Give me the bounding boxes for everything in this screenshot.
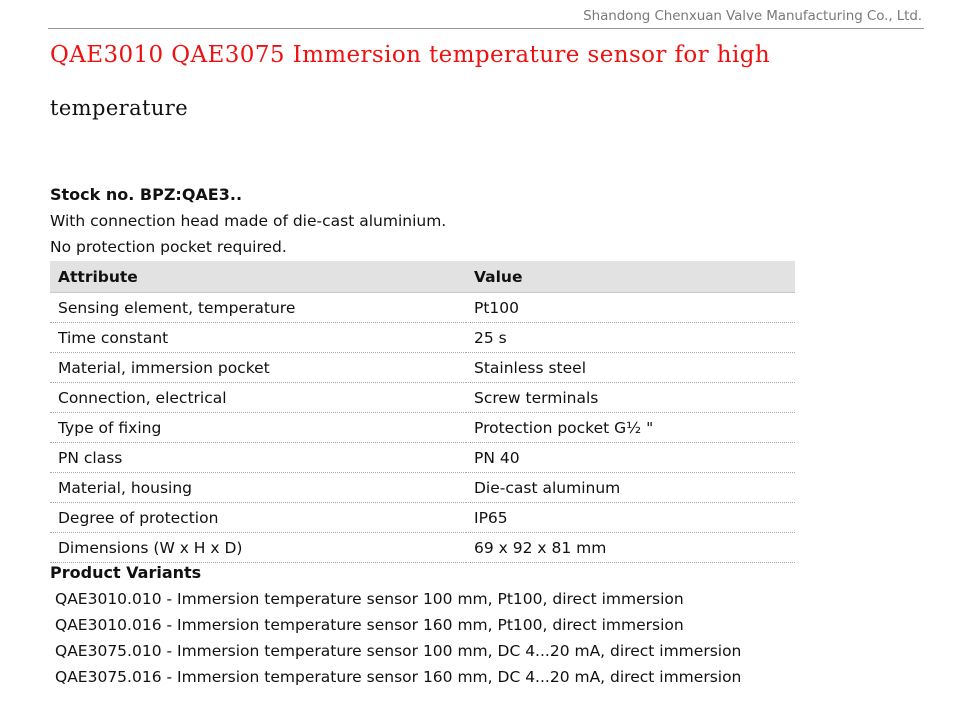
column-header-value: Value bbox=[466, 261, 795, 293]
attribute-cell: Degree of protection bbox=[50, 503, 466, 533]
attribute-cell: Type of fixing bbox=[50, 413, 466, 443]
value-cell: PN 40 bbox=[466, 443, 795, 473]
table-row bbox=[50, 383, 795, 413]
specifications-table bbox=[50, 261, 795, 563]
table-row bbox=[50, 533, 795, 563]
value-cell: Screw terminals bbox=[466, 383, 795, 413]
value-cell: Die-cast aluminum bbox=[466, 473, 795, 503]
attribute-cell: Material, immersion pocket bbox=[50, 353, 466, 383]
column-header-attribute: Attribute bbox=[50, 261, 466, 293]
header-divider bbox=[48, 28, 924, 29]
attribute-cell: Time constant bbox=[50, 323, 466, 353]
attribute-cell: Sensing element, temperature bbox=[50, 293, 466, 323]
page-subtitle: temperature bbox=[50, 96, 189, 120]
intro-text-connection-head: With connection head made of die-cast aluminium. bbox=[50, 212, 447, 230]
variant-item: QAE3075.010 - Immersion temperature sensor 100 mm, DC 4...20 mA, direct immersion bbox=[55, 642, 742, 660]
table-row bbox=[50, 293, 795, 323]
attribute-cell: Connection, electrical bbox=[50, 383, 466, 413]
value-cell: 69 x 92 x 81 mm bbox=[466, 533, 795, 563]
attribute-cell: PN class bbox=[50, 443, 466, 473]
page-title: QAE3010 QAE3075 Immersion temperature sensor for high bbox=[50, 42, 771, 68]
table-row bbox=[50, 443, 795, 473]
value-cell: Protection pocket G½ " bbox=[466, 413, 795, 443]
table-row bbox=[50, 353, 795, 383]
value-cell: IP65 bbox=[466, 503, 795, 533]
variant-item: QAE3075.016 - Immersion temperature sensor 160 mm, DC 4...20 mA, direct immersion bbox=[55, 668, 742, 686]
table-row bbox=[50, 473, 795, 503]
variant-item: QAE3010.016 - Immersion temperature sensor 160 mm, Pt100, direct immersion bbox=[55, 616, 684, 634]
table-header-row bbox=[50, 261, 795, 293]
table-row bbox=[50, 503, 795, 533]
company-name: Shandong Chenxuan Valve Manufacturing Co., Ltd. bbox=[583, 8, 922, 24]
attribute-cell: Dimensions (W x H x D) bbox=[50, 533, 466, 563]
variant-item: QAE3010.010 - Immersion temperature sensor 100 mm, Pt100, direct immersion bbox=[55, 590, 684, 608]
table-row bbox=[50, 323, 795, 353]
intro-text-protection-pocket: No protection pocket required. bbox=[50, 238, 287, 256]
attribute-cell: Material, housing bbox=[50, 473, 466, 503]
product-variants-heading: Product Variants bbox=[50, 563, 202, 582]
stock-number: Stock no. BPZ:QAE3.. bbox=[50, 185, 243, 204]
table-row bbox=[50, 413, 795, 443]
value-cell: Pt100 bbox=[466, 293, 795, 323]
value-cell: 25 s bbox=[466, 323, 795, 353]
value-cell: Stainless steel bbox=[466, 353, 795, 383]
product-variants-list bbox=[55, 589, 741, 693]
